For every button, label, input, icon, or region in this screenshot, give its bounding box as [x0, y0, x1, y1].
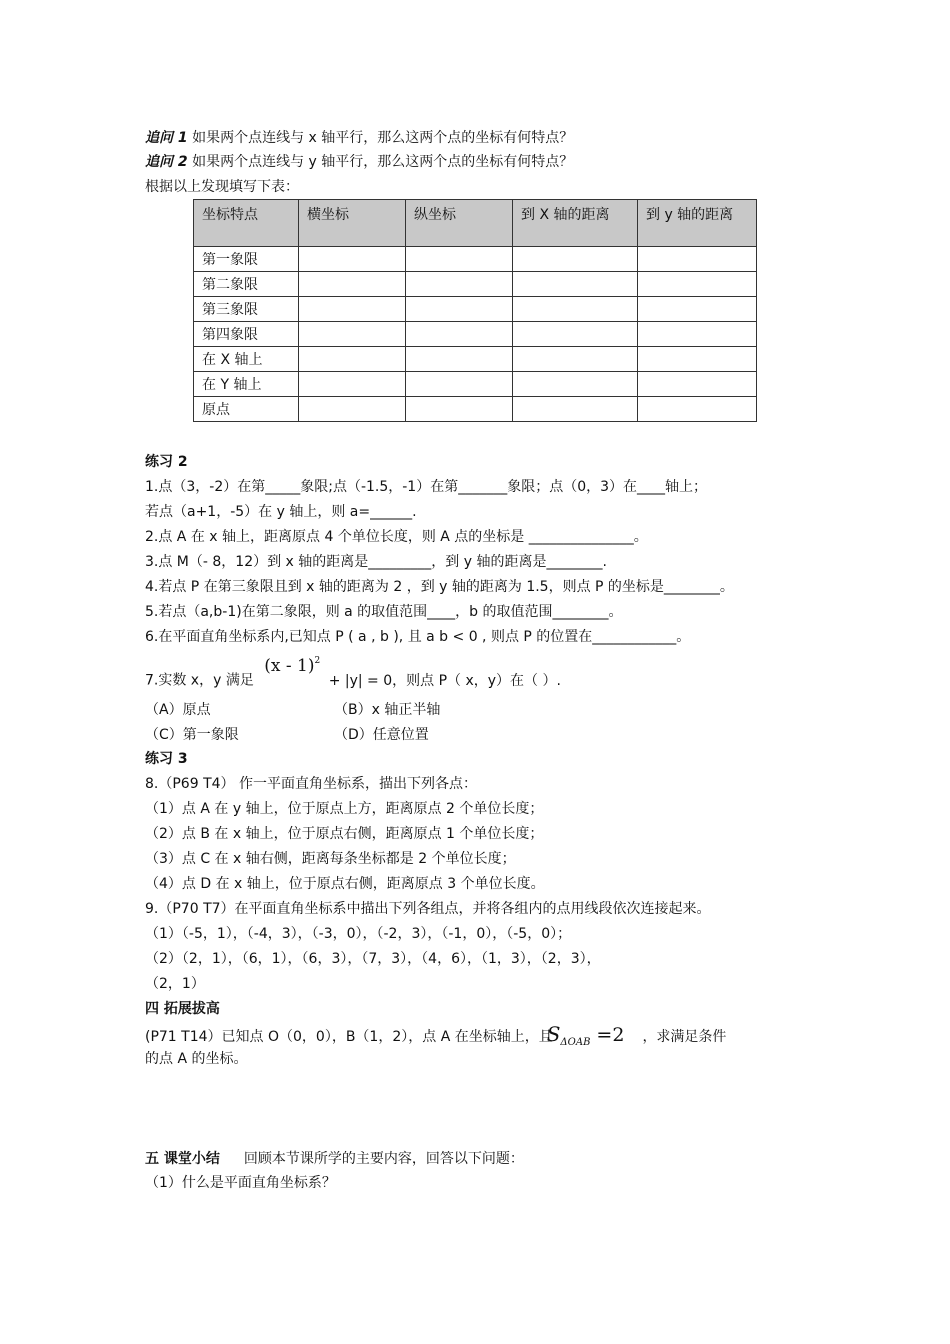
follow-up-label-1: 追问 1	[145, 130, 188, 146]
follow-up-question-2	[145, 152, 573, 172]
section-4-problem-cont: 的点 A 的坐标。	[145, 1051, 248, 1067]
table-cell[interactable]	[513, 272, 638, 297]
table-header-cell: 到 X 轴的距离	[513, 200, 638, 247]
table-cell[interactable]	[299, 397, 406, 422]
exercise-3-item-8-2: （2）点 B 在 x 轴上，位于原点右侧，距离原点 1 个单位长度；	[145, 826, 544, 842]
exercise-3-item-8-1: （1）点 A 在 y 轴上，位于原点上方，距离原点 2 个单位长度；	[145, 801, 544, 817]
option-c: （C）第一象限	[145, 727, 239, 743]
item-7-expression: (x - 1)	[264, 655, 315, 676]
area-subscript: ΔOAB	[560, 1036, 591, 1048]
table-cell[interactable]	[638, 347, 757, 372]
table-cell: 第二象限	[194, 272, 299, 297]
exercise-2-item-2: 2.点 A 在 x 轴上，距离原点 4 个单位长度，则 A 点的坐标是 _______________。	[145, 529, 648, 545]
table-header-cell: 纵坐标	[406, 200, 513, 247]
table-cell[interactable]	[406, 247, 513, 272]
table-header-cell: 横坐标	[299, 200, 406, 247]
table-cell[interactable]	[299, 347, 406, 372]
exercise-2-item-1: 1.点（3，-2）在第_____象限;点（-1.5，-1）在第_______象限；点（0，3）在____轴上；	[145, 479, 708, 495]
section-4-problem-suffix: ，求满足条件	[642, 1029, 727, 1045]
table-cell[interactable]	[406, 397, 513, 422]
exercise-2-item-7	[145, 655, 561, 691]
follow-up-text-2: 如果两个点连线与 y 轴平行，那么这两个点的坐标有何特点？	[187, 154, 574, 170]
item-7-prefix: 7.实数 x，y 满足	[145, 672, 254, 689]
exercise-3-item-9: 9.（P70 T7）在平面直角坐标系中描出下列各组点，并将各组内的点用线段依次连接起来。	[145, 901, 711, 917]
table-cell[interactable]	[299, 272, 406, 297]
table-cell[interactable]	[406, 322, 513, 347]
table-row	[194, 247, 757, 272]
follow-up-text-1: 如果两个点连线与 x 轴平行，那么这两个点的坐标有何特点？	[187, 130, 574, 146]
table-cell: 原点	[194, 397, 299, 422]
table-cell[interactable]	[638, 397, 757, 422]
table-cell[interactable]	[513, 397, 638, 422]
exercise-3-item-8: 8.（P69 T4） 作一平面直角坐标系，描出下列各点：	[145, 776, 477, 792]
follow-up-label-2: 追问 2	[145, 154, 188, 170]
table-cell[interactable]	[299, 372, 406, 397]
table-cell[interactable]	[513, 247, 638, 272]
exercise-2-item-3: 3.点 M（- 8，12）到 x 轴的距离是_________，到 y 轴的距离是________.	[145, 554, 607, 570]
table-cell[interactable]	[638, 372, 757, 397]
table-header-cell: 到 y 轴的距离	[638, 200, 757, 247]
table-header-cell: 坐标特点	[194, 200, 299, 247]
table-row	[194, 297, 757, 322]
option-d: （D）任意位置	[334, 727, 429, 743]
table-cell[interactable]	[513, 372, 638, 397]
exercise-3-item-9-2: （2）（2，1），（6，1），（6，3），（7，3），（4，6），（1，3），（2，3），	[145, 951, 601, 967]
exercise-2-item-5: 5.若点（a,b-1)在第二象限，则 a 的取值范围____，b 的取值范围________。	[145, 604, 623, 620]
item-7-suffix: + |y| = 0，则点 P（ x，y）在（ ）.	[328, 672, 561, 689]
exercise-2-title: 练习 2	[145, 454, 188, 470]
item-7-exponent: 2	[314, 656, 321, 666]
exercise-3-item-8-4: （4）点 D 在 x 轴上，位于原点右侧，距离原点 3 个单位长度。	[145, 876, 545, 892]
table-row	[194, 272, 757, 297]
coordinate-features-table	[193, 199, 757, 422]
exercise-3-item-9-1: （1）（-5，1），（-4，3），（-3，0），（-2，3），（-1，0），（-5，0）；	[145, 926, 572, 942]
table-cell: 在 Y 轴上	[194, 372, 299, 397]
table-cell[interactable]	[299, 247, 406, 272]
option-b: （B）x 轴正半轴	[334, 702, 441, 718]
exercise-3-title: 练习 3	[145, 751, 188, 767]
table-row	[194, 397, 757, 422]
table-cell[interactable]	[638, 272, 757, 297]
table-row	[194, 372, 757, 397]
section-5-title: 五 课堂小结	[145, 1151, 220, 1167]
section-4-problem-prefix: (P71 T14）已知点 O（0，0），B（1，2），点 A 在坐标轴上，且	[145, 1029, 553, 1045]
fill-table-instruction: 根据以上发现填写下表：	[145, 179, 299, 195]
table-cell[interactable]	[406, 347, 513, 372]
follow-up-question-1	[145, 128, 573, 148]
section-5-intro: 回顾本节课所学的主要内容，回答以下问题：	[243, 1151, 524, 1167]
option-a: （A）原点	[145, 702, 211, 718]
section-4-title: 四 拓展拔高	[145, 1001, 220, 1017]
table-cell[interactable]	[638, 297, 757, 322]
exercise-2-item-6: 6.在平面直角坐标系内,已知点 P ( a , b ), 且 a b < 0 , 则点 P 的位置在____________。	[145, 629, 691, 645]
table-cell[interactable]	[513, 347, 638, 372]
exercise-3-item-9-3: （2，1）	[145, 976, 205, 992]
table-row	[194, 347, 757, 372]
exercise-3-item-8-3: （3）点 C 在 x 轴右侧，距离每条坐标都是 2 个单位长度；	[145, 851, 516, 867]
area-value: =2	[596, 1024, 625, 1046]
table-cell[interactable]	[638, 322, 757, 347]
area-symbol: S	[546, 1022, 561, 1046]
table-cell[interactable]	[638, 247, 757, 272]
table-cell[interactable]	[299, 322, 406, 347]
section-5-heading	[145, 1149, 524, 1169]
table-cell: 第四象限	[194, 322, 299, 347]
section-5-question-1: （1）什么是平面直角坐标系？	[145, 1175, 336, 1191]
table-header-row	[194, 200, 757, 247]
exercise-2-item-1-cont: 若点（a+1，-5）在 y 轴上，则 a=______.	[145, 504, 417, 520]
table-row	[194, 322, 757, 347]
table-cell[interactable]	[406, 372, 513, 397]
exercise-2-item-4: 4.若点 P 在第三象限且到 x 轴的距离为 2 ，到 y 轴的距离为 1.5，则点 P 的坐标是________。	[145, 579, 734, 595]
table-cell: 在 X 轴上	[194, 347, 299, 372]
table-cell[interactable]	[513, 297, 638, 322]
table-cell[interactable]	[406, 297, 513, 322]
table-cell[interactable]	[299, 297, 406, 322]
table-cell: 第三象限	[194, 297, 299, 322]
table-cell[interactable]	[406, 272, 513, 297]
table-cell: 第一象限	[194, 247, 299, 272]
table-cell[interactable]	[513, 322, 638, 347]
